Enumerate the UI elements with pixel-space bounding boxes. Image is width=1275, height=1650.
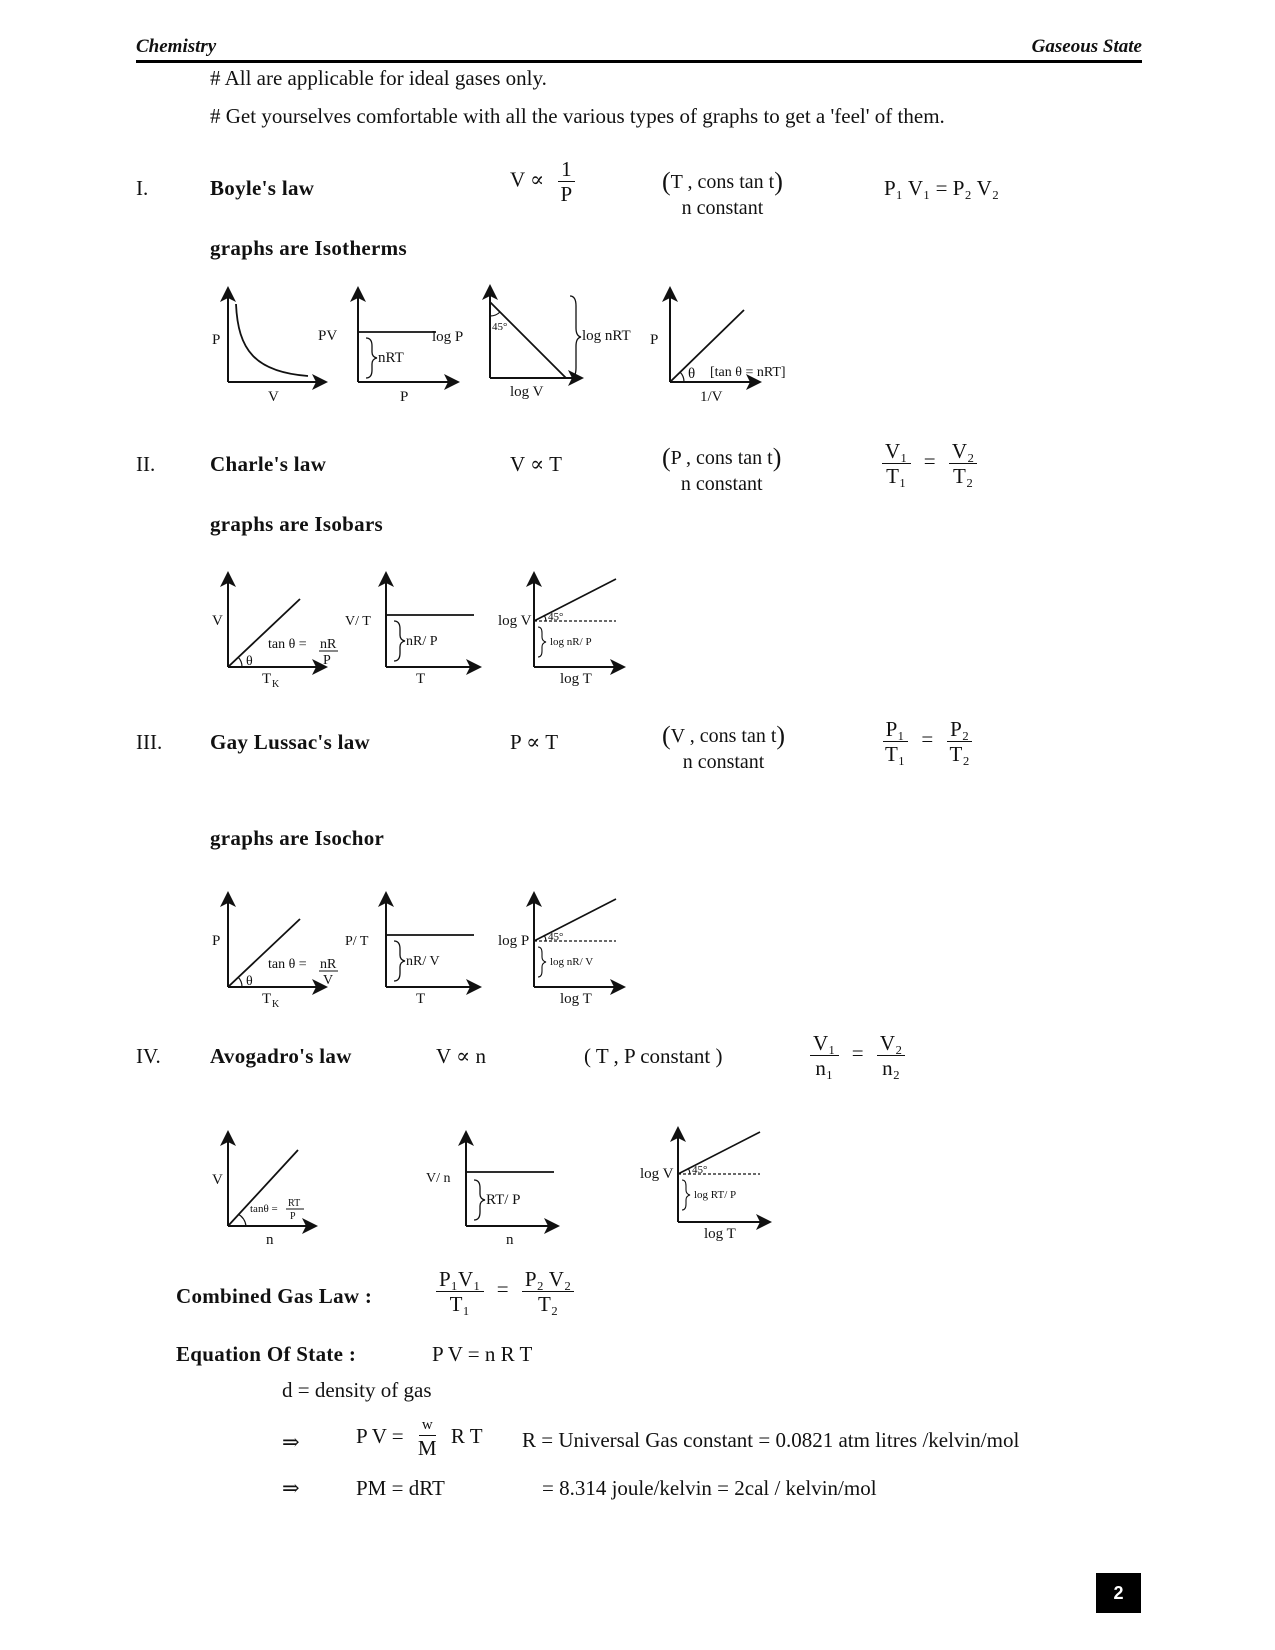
x-label: n bbox=[506, 1232, 514, 1248]
x-label: log T bbox=[560, 671, 592, 687]
eq-num-1: V₁ bbox=[810, 1032, 839, 1056]
x-label-subscript: K bbox=[272, 999, 280, 1010]
graph-logp-vs-logv bbox=[432, 290, 631, 400]
brace-icon bbox=[474, 1180, 485, 1220]
log-line bbox=[534, 579, 616, 621]
log-line bbox=[534, 899, 616, 941]
y-label: log V bbox=[640, 1166, 674, 1182]
y-label: P/ T bbox=[345, 934, 369, 949]
condition-line1: V , cons tan t bbox=[670, 725, 777, 747]
graph-v-over-n-vs-n bbox=[426, 1136, 554, 1248]
brace-icon bbox=[366, 338, 377, 378]
x-label: 1/V bbox=[700, 389, 723, 405]
eq-den-2: T₂ bbox=[953, 464, 974, 489]
mass-form-numerator: w bbox=[419, 1418, 436, 1436]
law-equation bbox=[882, 440, 977, 487]
law-equation bbox=[882, 718, 973, 765]
tan-numerator: RT bbox=[288, 1198, 301, 1209]
eq-num-1: P₁ bbox=[883, 718, 908, 742]
graphs-title: graphs are Isobars bbox=[210, 512, 384, 536]
relation-lhs: V ∝ bbox=[510, 167, 545, 192]
y-label: P bbox=[212, 332, 221, 348]
tan-label: tan θ = bbox=[268, 957, 307, 972]
y-label: log P bbox=[498, 933, 530, 949]
tan-note: [tan θ = nRT] bbox=[710, 365, 786, 380]
log-line bbox=[678, 1132, 760, 1174]
angle-label: 45° bbox=[548, 931, 564, 943]
section-numeral: II. bbox=[136, 452, 156, 476]
x-label: log V bbox=[510, 384, 544, 400]
condition-line1: P , cons tan t bbox=[670, 447, 773, 469]
theta-label: θ bbox=[246, 654, 253, 669]
x-label: log T bbox=[560, 991, 592, 1007]
graph-v-over-t-vs-t bbox=[345, 577, 476, 687]
graph-logp-vs-logt bbox=[498, 897, 620, 1007]
brace-icon bbox=[394, 941, 405, 981]
angle-label: 45° bbox=[548, 611, 564, 623]
condition-line1: T , cons tan t bbox=[670, 171, 775, 193]
y-label: V bbox=[212, 1172, 223, 1188]
x-label: T bbox=[262, 991, 272, 1007]
graphs-title: graphs are Isotherms bbox=[210, 236, 407, 260]
y-label: PV bbox=[318, 328, 338, 344]
angle-label: 45° bbox=[492, 321, 508, 333]
tan-numerator: nR bbox=[320, 637, 337, 652]
section-numeral: III. bbox=[136, 730, 163, 754]
eq-den-2: n₂ bbox=[882, 1056, 900, 1081]
page-number: 2 bbox=[1096, 1573, 1141, 1613]
eq-den-1: T₁ bbox=[885, 742, 906, 767]
x-label: T bbox=[416, 671, 426, 687]
x-label: T bbox=[262, 671, 272, 687]
eq-den-2: T₂ bbox=[949, 742, 970, 767]
graph-p-over-t-vs-t bbox=[345, 897, 476, 1007]
relation-numerator: 1 bbox=[558, 158, 575, 182]
condition-line2: n constant bbox=[680, 472, 763, 495]
proportional-line bbox=[228, 599, 300, 667]
mass-form-rhs: R T bbox=[450, 1424, 483, 1449]
y-label: log P bbox=[432, 329, 464, 345]
section-numeral: I. bbox=[136, 176, 149, 200]
law-condition: (V , cons tan t) n constant bbox=[662, 721, 786, 773]
graph-p-vs-inverse-v bbox=[650, 292, 786, 405]
graph-p-vs-v bbox=[212, 292, 322, 405]
mass-form-denominator: M bbox=[417, 1435, 437, 1460]
avogadro-graphs bbox=[200, 1130, 820, 1248]
brace-label: RT/ P bbox=[486, 1192, 521, 1208]
equals-sign: = bbox=[923, 449, 936, 474]
charles-graphs bbox=[200, 575, 650, 690]
law-name: Avogadro's law bbox=[210, 1044, 352, 1068]
combined-gas-law-equation bbox=[436, 1268, 574, 1315]
x-label: P bbox=[400, 389, 409, 405]
x-label-subscript: K bbox=[272, 679, 280, 690]
density-definition: d = density of gas bbox=[282, 1378, 432, 1402]
tan-denominator: V bbox=[323, 973, 334, 988]
angle-arc-icon bbox=[238, 1214, 246, 1226]
section-numeral: IV. bbox=[136, 1044, 161, 1068]
gay-lussac-graphs bbox=[200, 895, 650, 1010]
combined-num-2: P₂ V₂ bbox=[522, 1268, 574, 1292]
equals-sign: = bbox=[496, 1277, 509, 1302]
isotherm-curve bbox=[236, 304, 308, 376]
brace-icon bbox=[394, 621, 405, 661]
law-name: Gay Lussac's law bbox=[210, 730, 370, 754]
angle-arc-icon bbox=[680, 372, 684, 382]
eq-den-1: n₁ bbox=[815, 1056, 834, 1081]
note-ideal-gases: # All are applicable for ideal gases only. bbox=[210, 66, 547, 90]
relation-denominator: P bbox=[560, 182, 573, 207]
implies-arrow-icon: ⇒ bbox=[282, 1476, 300, 1500]
gas-constant-atm: R = Universal Gas constant = 0.0821 atm litres /kelvin/mol bbox=[522, 1428, 1020, 1452]
brace-label: log nRT bbox=[582, 328, 631, 344]
combined-den-2: T₂ bbox=[537, 1292, 559, 1317]
y-label: P bbox=[650, 332, 659, 348]
graph-p-vs-tk bbox=[212, 897, 338, 1010]
law-relation: V ∝ n bbox=[436, 1044, 486, 1068]
eq-den-1: T₁ bbox=[886, 464, 907, 489]
x-label: log T bbox=[704, 1226, 736, 1242]
header-rule bbox=[136, 60, 1142, 63]
law-condition: (P , cons tan t) n constant bbox=[662, 443, 782, 495]
boyle-graphs bbox=[200, 290, 820, 410]
implies-arrow-icon: ⇒ bbox=[282, 1430, 300, 1454]
y-label: V bbox=[212, 613, 223, 629]
brace-icon bbox=[570, 296, 581, 378]
condition-line2: n constant bbox=[681, 196, 764, 219]
mass-form-lhs: P V = bbox=[356, 1424, 404, 1449]
graph-logv-vs-logt bbox=[640, 1132, 766, 1242]
brace-icon bbox=[682, 1180, 690, 1210]
equals-sign: = bbox=[851, 1041, 864, 1066]
brace-label: log nR/ V bbox=[550, 956, 594, 968]
law-relation: V ∝ T bbox=[510, 452, 562, 476]
condition-line2: n constant bbox=[682, 750, 765, 773]
angle-arc-icon bbox=[238, 657, 242, 667]
law-relation: P ∝ T bbox=[510, 730, 559, 754]
law-condition: ( T , P constant ) bbox=[584, 1044, 723, 1068]
graph-logv-vs-logt bbox=[498, 577, 620, 687]
proportional-line bbox=[228, 919, 300, 987]
graph-pv-vs-p bbox=[318, 292, 454, 405]
angle-label: 45° bbox=[692, 1164, 708, 1176]
decreasing-line bbox=[490, 302, 566, 378]
density-form-equation: PM = dRT bbox=[356, 1476, 445, 1500]
eq-num-1: V₁ bbox=[882, 440, 911, 464]
angle-arc-icon bbox=[238, 977, 242, 987]
law-equation: P₁ V₁ = P₂ V₂ bbox=[884, 176, 1000, 200]
brace-label: nR/ P bbox=[406, 634, 438, 649]
eq-num-2: P₂ bbox=[947, 718, 972, 742]
graph-v-vs-n bbox=[212, 1136, 312, 1248]
combined-gas-law-label: Combined Gas Law : bbox=[176, 1284, 373, 1308]
header-chapter: Gaseous State bbox=[1031, 36, 1142, 57]
equals-sign: = bbox=[921, 727, 934, 752]
tan-label: tan θ = bbox=[268, 637, 307, 652]
theta-label: θ bbox=[246, 974, 253, 989]
law-name: Charle's law bbox=[210, 452, 327, 476]
combined-den-1: T₁ bbox=[449, 1292, 470, 1317]
eq-num-2: V₂ bbox=[877, 1032, 906, 1056]
ideal-gas-equation: P V = n R T bbox=[432, 1342, 533, 1366]
tan-label: tanθ = bbox=[250, 1203, 278, 1215]
eq-num-2: V₂ bbox=[949, 440, 978, 464]
tan-numerator: nR bbox=[320, 957, 337, 972]
law-relation bbox=[510, 158, 575, 205]
brace-label: nRT bbox=[378, 350, 404, 366]
law-condition: (T , cons tan t) n constant bbox=[662, 167, 783, 219]
note-graphs: # Get yourselves comfortable with all the various types of graphs to get a 'feel' of them. bbox=[210, 104, 945, 128]
tan-denominator: P bbox=[323, 653, 331, 668]
y-label: log V bbox=[498, 613, 532, 629]
angle-arc-icon bbox=[490, 312, 500, 316]
y-label: V/ T bbox=[345, 614, 371, 629]
x-label: T bbox=[416, 991, 426, 1007]
tan-denominator: P bbox=[290, 1211, 296, 1222]
equation-of-state-label: Equation Of State : bbox=[176, 1342, 357, 1366]
brace-icon bbox=[538, 947, 546, 977]
brace-icon bbox=[538, 627, 546, 657]
graph-v-vs-tk bbox=[212, 577, 338, 690]
header-subject: Chemistry bbox=[136, 36, 217, 57]
combined-num-1: P₁V₁ bbox=[436, 1268, 484, 1292]
x-label: V bbox=[268, 389, 279, 405]
mass-form-equation bbox=[356, 1418, 483, 1459]
y-label: V/ n bbox=[426, 1171, 451, 1186]
y-label: P bbox=[212, 933, 221, 949]
theta-label: θ bbox=[688, 366, 696, 382]
gas-constant-joule: = 8.314 joule/kelvin = 2cal / kelvin/mol bbox=[542, 1476, 877, 1500]
brace-label: log RT/ P bbox=[694, 1189, 737, 1201]
brace-label: nR/ V bbox=[406, 954, 440, 969]
law-name: Boyle's law bbox=[210, 176, 315, 200]
brace-label: log nR/ P bbox=[550, 636, 592, 648]
x-label: n bbox=[266, 1232, 274, 1248]
law-equation bbox=[810, 1032, 905, 1079]
graphs-title: graphs are Isochor bbox=[210, 826, 385, 850]
